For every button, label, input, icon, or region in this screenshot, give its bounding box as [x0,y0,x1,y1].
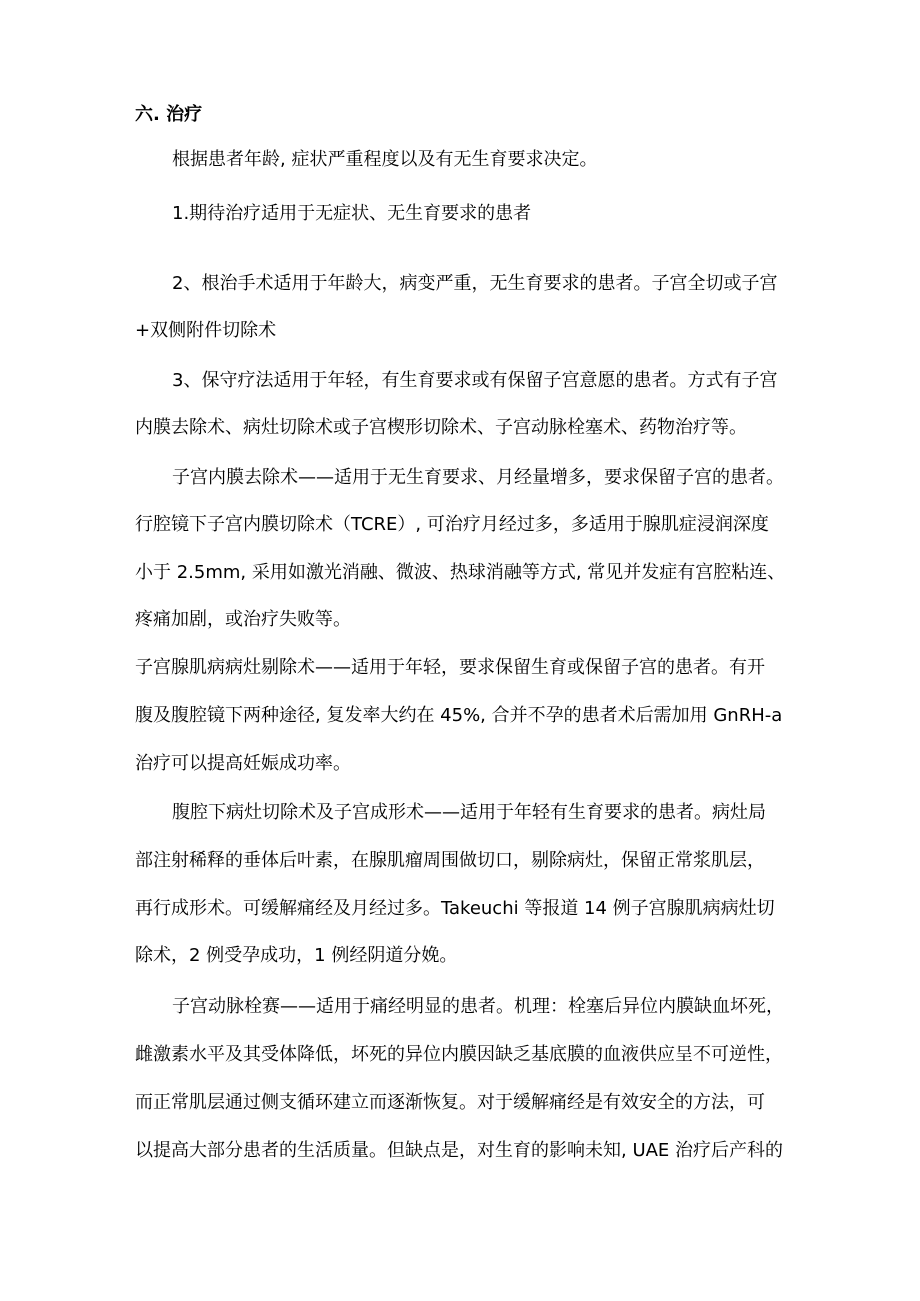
item-3-line-1: 3、保守疗法适用于年轻，有生育要求或有保留子宫意愿的患者。方式有子宫 [172,370,778,391]
method-4-line-4: 以提高大部分患者的生活质量。但缺点是，对生育的影响未知, UAE 治疗后产科的 [135,1140,784,1161]
item-1-line-1: 1.期待治疗适用于无症状、无生育要求的患者 [172,203,532,224]
method-1-line-2: 行腔镜下子宫内膜切除术（TCRE）, 可治疗月经过多，多适用于腺肌症浸润深度 [135,514,769,535]
method-1-line-3: 小于 2.5mm, 采用如激光消融、微波、热球消融等方式, 常见并发症有宫腔粘连、 [135,562,786,583]
method-4-line-1: 子宫动脉栓赛——适用于痛经明显的患者。机理：栓塞后异位内膜缺血坏死， [172,996,784,1017]
method-1-line-1: 子宫内膜去除术——适用于无生育要求、月经量增多，要求保留子宫的患者。 [172,467,784,488]
method-2-line-3: 治疗可以提高妊娠成功率。 [135,753,351,774]
item-2-line-1: 2、根治手术适用于年龄大，病变严重，无生育要求的患者。子宫全切或子宫 [172,273,778,294]
method-3-line-4: 除术，2 例受孕成功，1 例经阴道分娩。 [135,945,458,966]
method-2-line-1: 子宫腺肌病病灶剔除术——适用于年轻，要求保留生育或保留子宫的患者。有开 [135,657,765,678]
item-3-line-2: 内膜去除术、病灶切除术或子宫楔形切除术、子宫动脉栓塞术、药物治疗等。 [135,417,747,438]
intro-paragraph: 根据患者年龄, 症状严重程度以及有无生育要求决定。 [172,149,598,170]
method-3-line-2: 部注射稀释的垂体后叶素，在腺肌瘤周围做切口，剔除病灶，保留正常浆肌层， [135,850,765,871]
method-4-line-3: 而正常肌层通过侧支循环建立而逐渐恢复。对于缓解痛经是有效安全的方法，可 [135,1092,765,1113]
method-1-line-4: 疼痛加剧，或治疗失败等。 [135,609,351,630]
section-heading: 六. 治疗 [135,104,203,125]
method-4-line-2: 雌激素水平及其受体降低，坏死的异位内膜因缺乏基底膜的血液供应呈不可逆性， [135,1044,783,1065]
method-3-line-3: 再行成形术。可缓解痛经及月经过多。Takeuchi 等报道 14 例子宫腺肌病病灶切 [135,898,775,919]
method-3-line-1: 腹腔下病灶切除术及子宫成形术——适用于年轻有生育要求的患者。病灶局 [172,802,766,823]
method-2-line-2: 腹及腹腔镜下两种途径, 复发率大约在 45%, 合并不孕的患者术后需加用 GnRH-a [135,705,783,726]
item-2-line-2: +双侧附件切除术 [135,320,277,341]
